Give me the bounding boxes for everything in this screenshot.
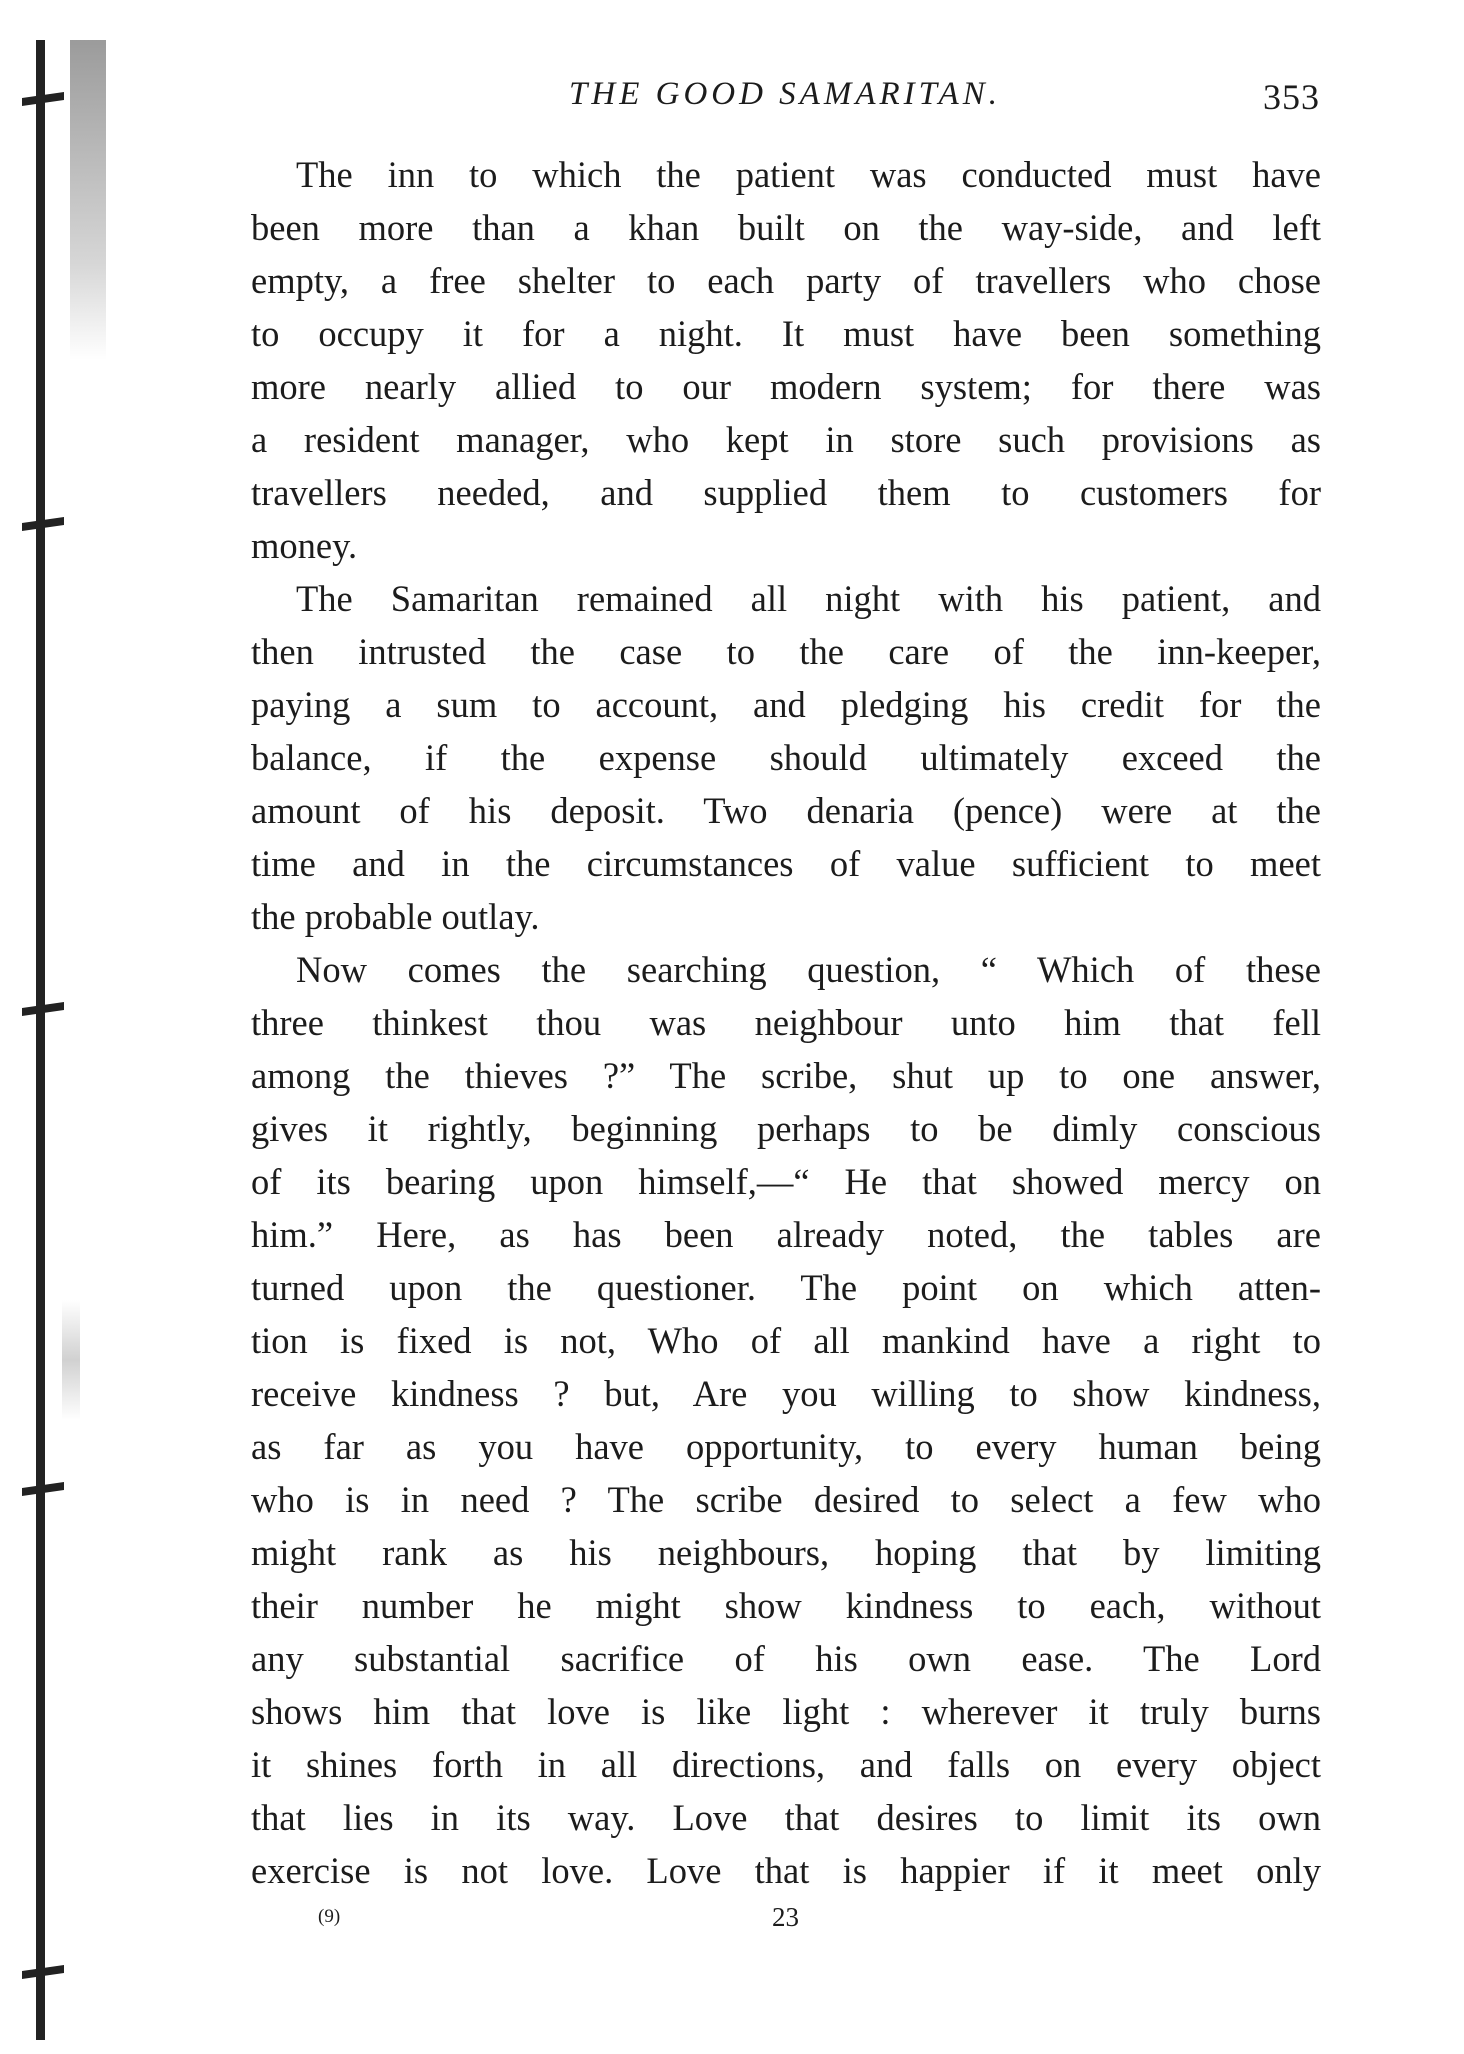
text-line: three thinkest thou was neighbour unto him that fell <box>251 1002 1321 1043</box>
text-line: gives it rightly, beginning perhaps to be dimly conscious <box>251 1108 1321 1149</box>
text-line: tion is fixed is not, Who of all mankind have a right to <box>251 1320 1321 1361</box>
text-line: any substantial sacrifice of his own ease. The Lord <box>251 1638 1321 1679</box>
text-line: turned upon the questioner. The point on which atten- <box>251 1267 1321 1308</box>
text-line: empty, a free shelter to each party of travellers who chose <box>251 260 1321 301</box>
page-footer <box>318 1902 918 1942</box>
signature-mark: (9) <box>318 1906 341 1927</box>
text-line: amount of his deposit. Two denaria (pence) were at the <box>251 790 1321 831</box>
text-line: been more than a khan built on the way-side, and left <box>251 207 1321 248</box>
text-line: The Samaritan remained all night with his patient, and <box>296 578 1321 619</box>
sheet-number: 23 <box>772 1902 799 1932</box>
text-line: him.” Here, as has been already noted, the tables are <box>251 1214 1321 1255</box>
body-text <box>251 148 1321 1897</box>
text-line: then intrusted the case to the care of the inn-keeper, <box>251 631 1321 672</box>
binding-thread <box>36 40 45 2040</box>
page-number: 353 <box>1263 77 1320 117</box>
text-line: as far as you have opportunity, to every human being <box>251 1426 1321 1467</box>
text-line: shows him that love is like light : wherever it truly burns <box>251 1691 1321 1732</box>
binding-shadow <box>70 40 106 360</box>
text-line: balance, if the expense should ultimately exceed the <box>251 737 1321 778</box>
text-line: money. <box>251 525 358 566</box>
text-line: Now comes the searching question, “ Which of these <box>296 949 1321 990</box>
text-line: the probable outlay. <box>251 896 540 937</box>
text-line: might rank as his neighbours, hoping that by limiting <box>251 1532 1321 1573</box>
running-title: THE GOOD SAMARITAN. <box>569 76 1001 112</box>
text-line: travellers needed, and supplied them to customers for <box>251 472 1321 513</box>
text-line: of its bearing upon himself,—“ He that showed mercy on <box>251 1161 1321 1202</box>
text-line: time and in the circumstances of value sufficient to meet <box>251 843 1321 884</box>
text-line: more nearly allied to our modern system; for there was <box>251 366 1321 407</box>
text-line: their number he might show kindness to each, without <box>251 1585 1321 1626</box>
text-line: exercise is not love. Love that is happier if it meet only <box>251 1850 1321 1891</box>
text-line: among the thieves ?” The scribe, shut up to one answer, <box>251 1055 1321 1096</box>
binding-edge <box>0 0 110 2054</box>
text-line: that lies in its way. Love that desires to limit its own <box>251 1797 1321 1838</box>
text-line: paying a sum to account, and pledging his credit for the <box>251 684 1321 725</box>
text-line: to occupy it for a night. It must have been something <box>251 313 1321 354</box>
text-line: a resident manager, who kept in store such provisions as <box>251 419 1321 460</box>
page-header <box>250 76 1320 136</box>
text-line: The inn to which the patient was conducted must have <box>296 154 1321 195</box>
text-line: receive kindness ? but, Are you willing to show kindness, <box>251 1373 1321 1414</box>
text-line: who is in need ? The scribe desired to select a few who <box>251 1479 1321 1520</box>
text-line: it shines forth in all directions, and falls on every object <box>251 1744 1321 1785</box>
binding-shadow-lower <box>62 1300 80 1420</box>
